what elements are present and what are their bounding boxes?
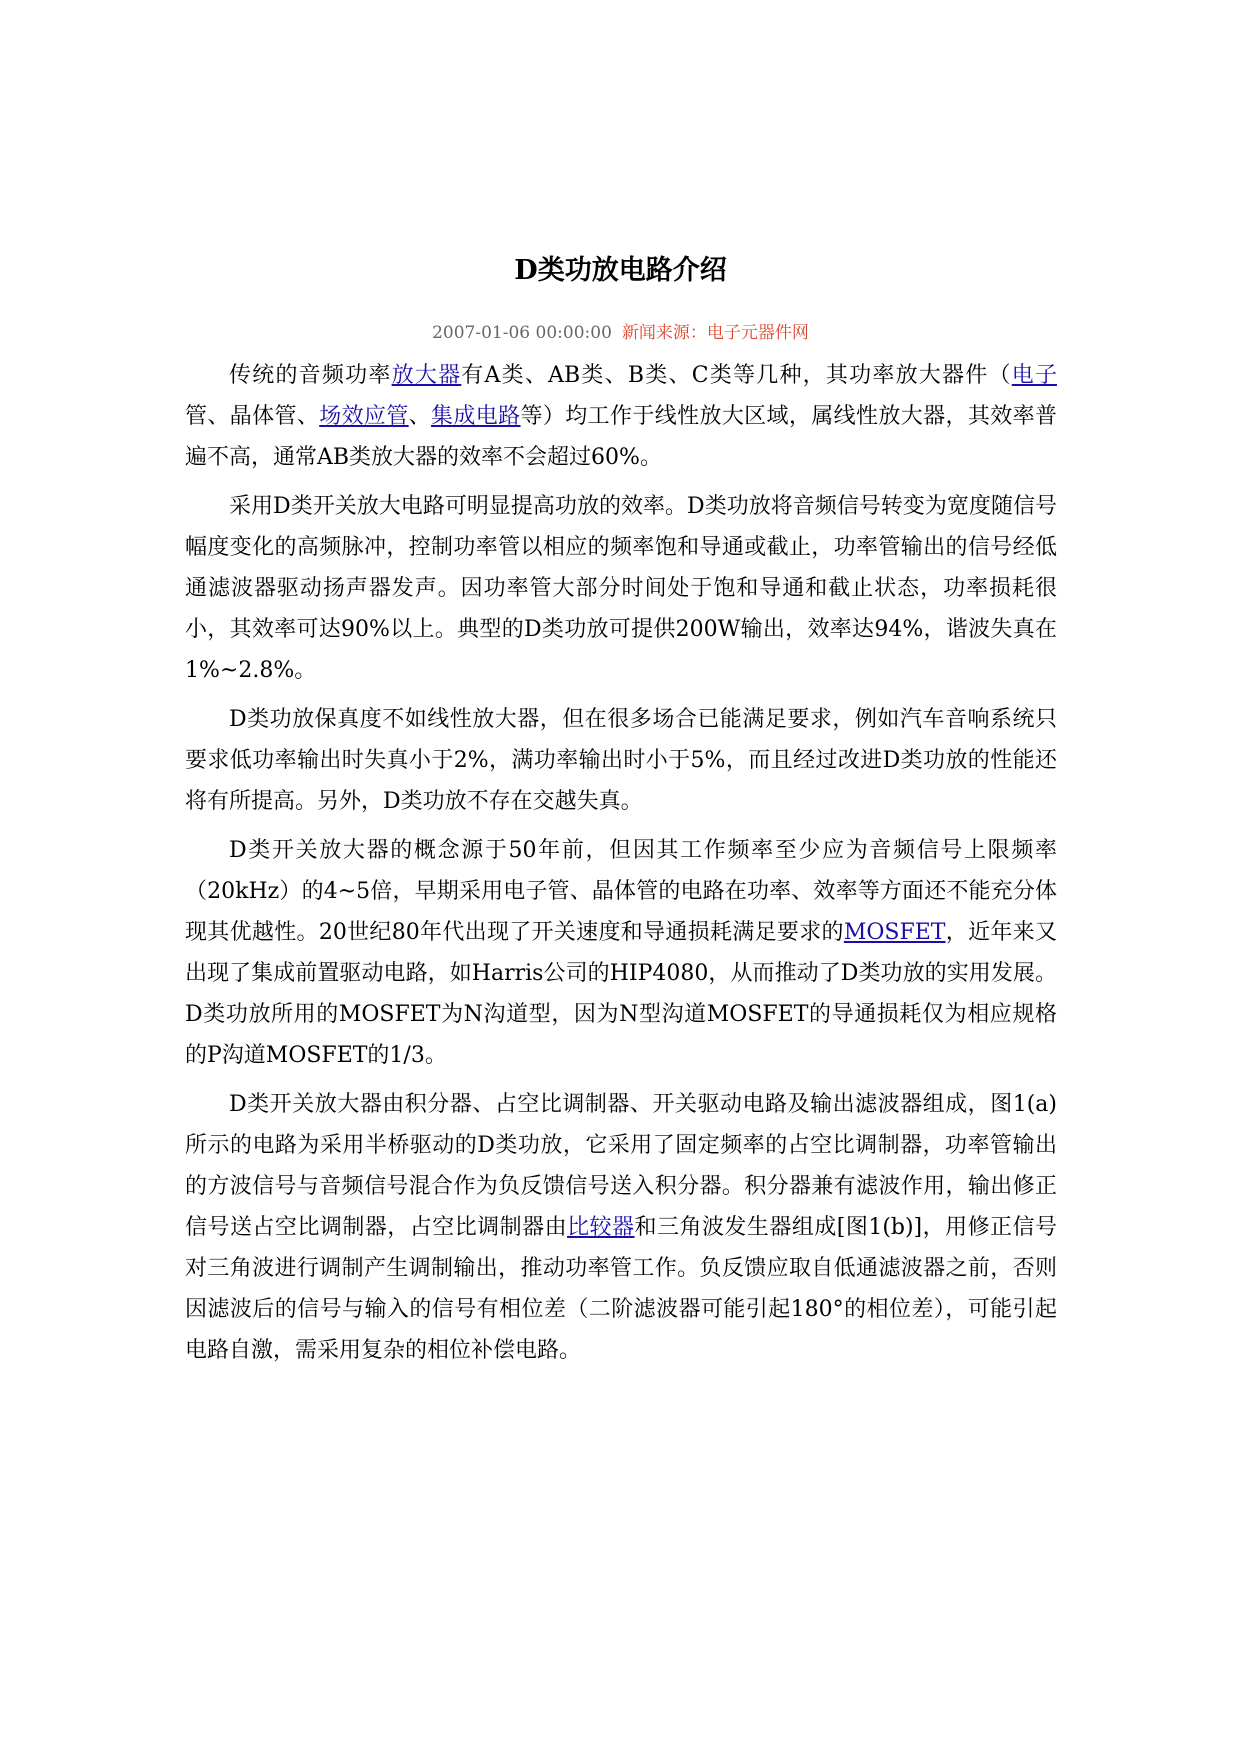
paragraph-text: 有A类、AB类、B类、C类等几种，其功率放大器件（ [461,363,1012,388]
article-title: D类功放电路介绍 [514,255,727,286]
article-date: 2007-01-06 00:00:00 [432,323,612,343]
paragraph-text: D类开关放大器由积分器、占空比调制器、开关驱动电路及输出滤波器组成，图1(a)所示的电路为采用半桥驱动的D类功放，它采用了固定频率的占空比调制器，功率管输出的方波信号与音频信号混合作为负反馈信号送入积分器。积分器兼有滤波作用，输出修正信号送占空比调制器，占空比调制器由 [185,1092,1057,1240]
paragraph-text: 和三角波发生器组成[图1(b)]，用修正信号对三角波进行调制产生调制输出，推动功率管工作。负反馈应取自低通滤波器之前，否则因滤波后的信号与输入的信号有相位差（二阶滤波器可能引起180°的相位差），可能引起电路自激，需采用复杂的相位补偿电路。 [185,1215,1057,1363]
link-comparator[interactable]: 比较器 [567,1215,635,1240]
paragraph-text: 、 [408,404,432,429]
paragraph-text: 等）均工作于线性放大区域，属线性放大器，其效率普遍不高，通常AB类放大器的效率不会超过60%。 [185,404,1057,470]
link-amplifier[interactable]: 放大器 [391,363,462,388]
paragraph-text: 传统的音频功率 [229,363,392,388]
paragraph-3: D类功放保真度不如线性放大器，但在很多场合已能满足要求，例如汽车音响系统只要求低功率输出时失真小于2%，满功率输出时小于5%，而且经过改进D类功放的性能还将有所提高。另外，D类功放不存在交越失真。 [185,707,1057,814]
article-source: 新闻来源：电子元器件网 [621,323,809,343]
paragraph-text: D类开关放大器的概念源于50年前，但因其工作频率至少应为音频信号上限频率（20kHz）的4~5倍，早期采用电子管、晶体管的电路在功率、效率等方面还不能充分体现其优越性。20世纪80年代出现了开关速度和导通损耗满足要求的 [185,838,1057,945]
link-integrated-circuit[interactable]: 集成电路 [431,404,521,429]
paragraph-text: ，近年来又出现了集成前置驱动电路，如Harris公司的HIP4080，从而推动了D类功放的实用发展。D类功放所用的MOSFET为N沟道型，因为N型沟道MOSFET的导通损耗仅为相应规格的P沟道MOSFET的1/3。 [185,920,1057,1068]
paragraph-5 [185,1084,1057,1371]
link-mosfet[interactable]: MOSFET [843,920,946,945]
article-meta [0,318,1241,343]
paragraph-4 [185,830,1057,1076]
link-electron[interactable]: 电子 [1011,363,1057,388]
paragraph-text: 管、晶体管、 [185,404,320,429]
article-body [185,355,1057,1379]
paragraph-1 [185,355,1057,478]
paragraph-2: 采用D类开关放大电路可明显提高功放的效率。D类功放将音频信号转变为宽度随信号幅度变化的高频脉冲，控制功率管以相应的频率饱和导通或截止，功率管输出的信号经低通滤波器驱动扬声器发声。因功率管大部分时间处于饱和导通和截止状态，功率损耗很小，其效率可达90%以上。典型的D类功放可提供200W输出，效率达94%，谐波失真在1%~2.8%。 [185,494,1057,683]
link-fet[interactable]: 场效应管 [319,404,409,429]
